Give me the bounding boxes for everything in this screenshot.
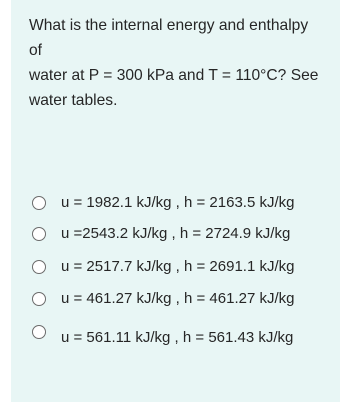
answer-options [11,117,340,402]
answer-option-label: u = 461.27 kJ/kg , h = 461.27 kJ/kg [61,289,295,307]
answer-option-label: u = 561.11 kJ/kg , h = 561.43 kJ/kg [61,328,294,346]
radio-button-icon[interactable] [32,292,46,306]
answer-option-1[interactable] [11,187,340,217]
answer-option-3[interactable] [11,251,340,281]
answer-option-label: u = 2517.7 kJ/kg , h = 2691.1 kJ/kg [61,257,295,275]
question-card [11,0,340,117]
radio-button-icon[interactable] [32,227,46,241]
answer-option-4[interactable] [11,283,340,313]
answer-option-label: u =2543.2 kJ/kg , h = 2724.9 kJ/kg [61,224,291,242]
answer-option-label: u = 1982.1 kJ/kg , h = 2163.5 kJ/kg [61,193,295,211]
radio-button-icon[interactable] [32,260,46,274]
answer-option-5[interactable] [11,322,340,352]
radio-button-icon[interactable] [32,196,46,210]
question-text: What is the internal energy and enthalpy of water at P = 300 kPa and T = 110°C? See water tables. [29,17,319,109]
radio-button-icon[interactable] [32,325,46,339]
answer-option-2[interactable] [11,218,340,248]
